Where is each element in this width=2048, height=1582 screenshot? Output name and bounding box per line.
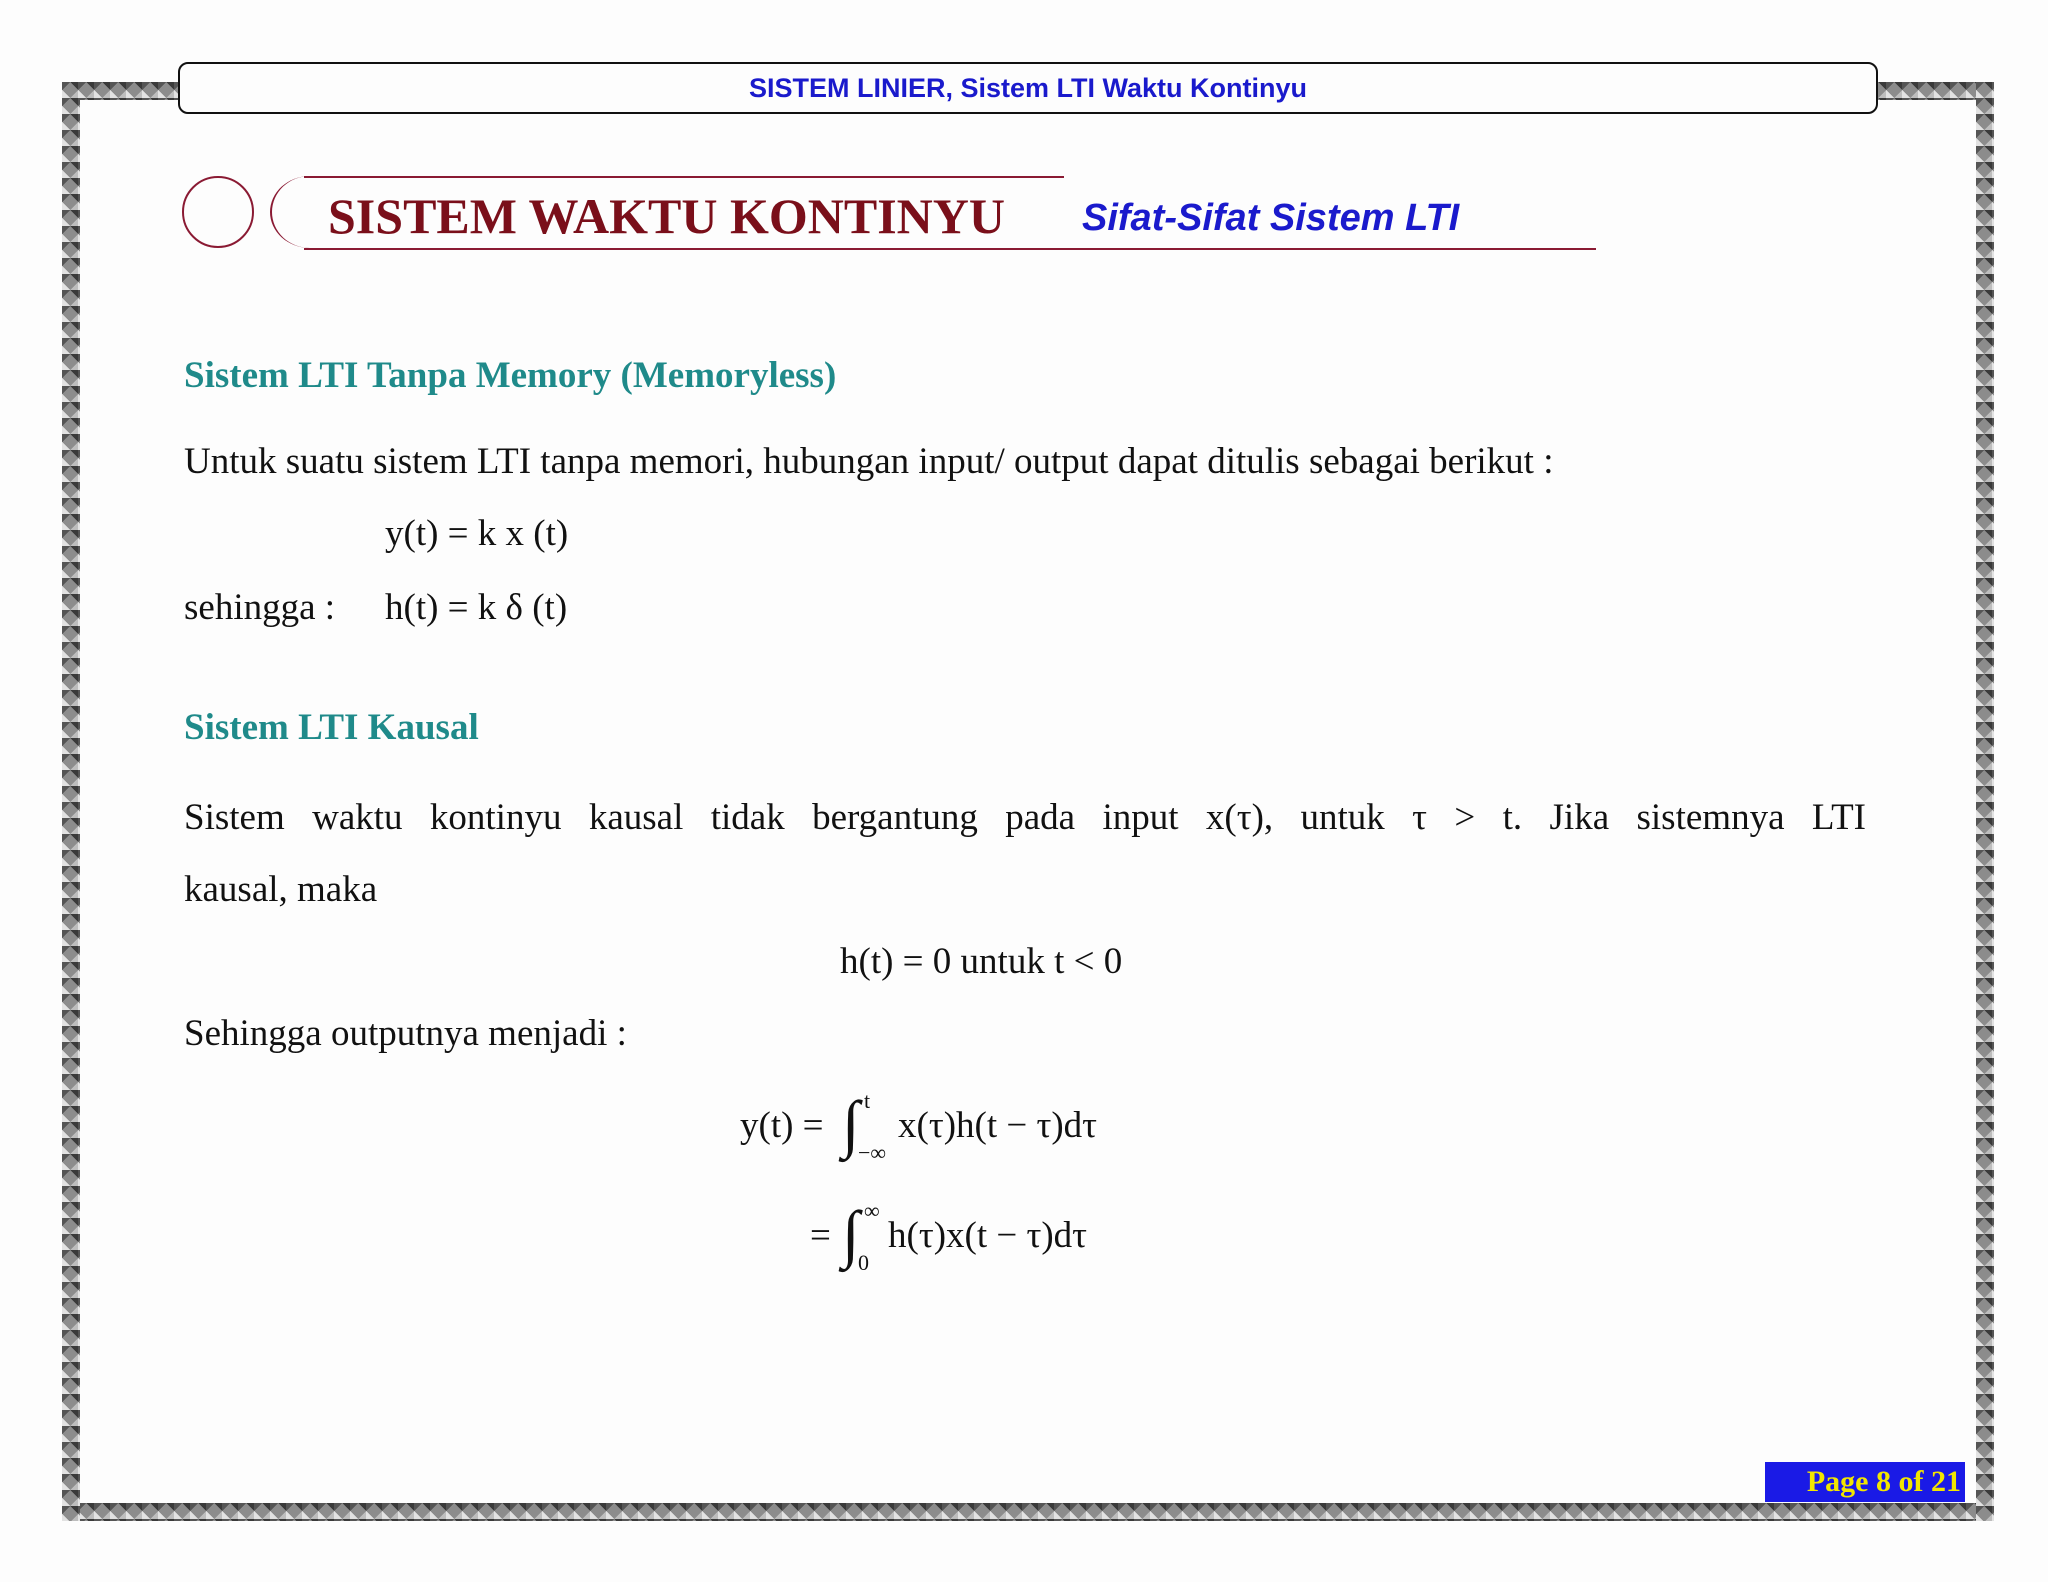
equation-causal-condition: h(t) = 0 untuk t < 0	[840, 941, 1123, 982]
page-number-text: Page 8 of 21	[1806, 1465, 1961, 1498]
integral1-integrand: x(τ)h(t − τ)dτ	[898, 1105, 1098, 1146]
causal-paragraph-line2: kausal, maka	[184, 869, 378, 910]
integral2-lhs: =	[810, 1215, 831, 1256]
decorative-border-right	[1976, 82, 1994, 1521]
page-title: SISTEM WAKTU KONTINYU	[328, 188, 1006, 244]
integral-sign: ∫	[842, 1088, 860, 1159]
title-rule-top	[304, 176, 1064, 178]
running-header	[178, 62, 1878, 114]
causal-paragraph-line1: Sistem waktu kontinyu kausal tidak bergantung pada input x(τ), untuk τ > t. Jika sistemnya LTI	[184, 797, 1866, 838]
decorative-border-left	[62, 82, 80, 1521]
integral1-lower-limit: −∞	[858, 1140, 887, 1165]
memoryless-intro: Untuk suatu sistem LTI tanpa memori, hubungan input/ output dapat ditulis sebagai berikut :	[184, 441, 1554, 482]
integral2-integrand: h(τ)x(t − τ)dτ	[888, 1215, 1088, 1256]
integral2-lower-limit: 0	[858, 1250, 869, 1275]
equation-h-kdelta: h(t) = k δ (t)	[385, 587, 568, 628]
title-circle-ornament	[182, 176, 254, 248]
decorative-border-bottom	[62, 1503, 1994, 1521]
page-subtitle: Sifat-Sifat Sistem LTI	[1082, 197, 1460, 239]
integral2-upper-limit: ∞	[864, 1198, 880, 1223]
equation-y-kx: y(t) = k x (t)	[385, 513, 569, 554]
section-heading-causal: Sistem LTI Kausal	[184, 707, 479, 748]
section-heading-memoryless: Sistem LTI Tanpa Memory (Memoryless)	[184, 355, 837, 396]
equation-label-sehingga: sehingga :	[184, 587, 336, 628]
integral1-lhs: y(t) =	[740, 1105, 824, 1146]
integral1-upper-limit: t	[864, 1088, 871, 1113]
header-text: SISTEM LINIER, Sistem LTI Waktu Kontinyu	[748, 73, 1308, 103]
page-number-badge	[1765, 1462, 1965, 1502]
title-rule-bottom	[304, 248, 1596, 250]
integral-sign: ∫	[842, 1198, 860, 1269]
output-intro: Sehingga outputnya menjadi :	[184, 1013, 627, 1054]
